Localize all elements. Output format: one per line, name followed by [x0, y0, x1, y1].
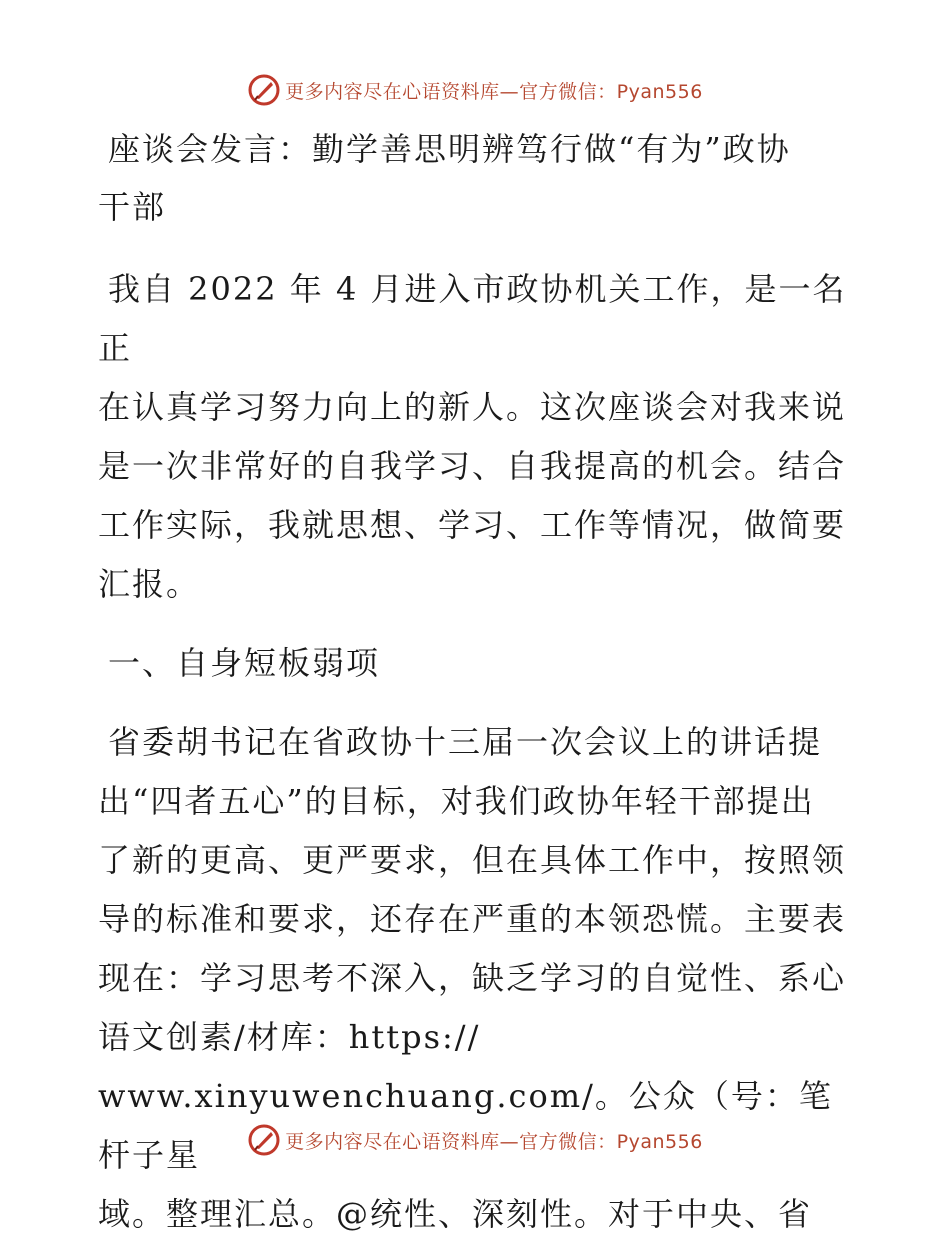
paragraph-line: 导的标准和要求，还存在严重的本领恐慌。主要表	[98, 900, 847, 938]
paragraph-line: 我自 2022 年 4 月进入市政协机关工作，是一名正	[98, 270, 847, 367]
paragraph-line: 是一次非常好的自我学习、自我提高的机会。结合	[98, 447, 847, 485]
paragraph-line: 了新的更高、更严要求，但在具体工作中，按照领	[98, 841, 847, 879]
paragraph-line: 汇报。	[98, 565, 201, 603]
section-heading: 一、自身短板弱项	[108, 644, 381, 682]
watermark-text: 更多内容尽在心语资料库—官方微信：Pyan556	[285, 1130, 703, 1153]
paragraph-line: 在认真学习努力向上的新人。这次座谈会对我来说	[98, 388, 847, 426]
paragraph-line: www.xinyuwenchuang.com/。公众（号：笔杆子星	[98, 1077, 833, 1174]
paragraph-line: 出“四者五心”的目标，对我们政协年轻干部提出	[98, 782, 815, 820]
document-body	[98, 120, 858, 1244]
quill-logo-icon	[247, 1123, 281, 1157]
intro-paragraph	[98, 260, 858, 614]
watermark-text: 更多内容尽在心语资料库—官方微信：Pyan556	[285, 80, 703, 103]
paragraph-line: 语文创素/材库：https://	[98, 1018, 481, 1056]
paragraph-line: 域。整理汇总。@统性、深刻性。对于中央、省	[98, 1195, 813, 1233]
footer-watermark	[0, 1120, 950, 1160]
quill-logo-icon	[247, 73, 281, 107]
paragraph-line: 省委胡书记在省政协十三届一次会议上的讲话提	[108, 723, 823, 761]
paragraph-line: 现在：学习思考不深入，缺乏学习的自觉性、系心	[98, 959, 847, 997]
section-paragraph	[98, 713, 858, 1244]
paragraph-line: 工作实际，我就思想、学习、工作等情况，做简要	[98, 506, 847, 544]
header-watermark	[0, 70, 950, 110]
title-line: 座谈会发言：勤学善思明辨笃行做“有为”政协	[108, 130, 791, 168]
document-title	[98, 120, 858, 236]
title-line: 干部	[98, 188, 167, 226]
